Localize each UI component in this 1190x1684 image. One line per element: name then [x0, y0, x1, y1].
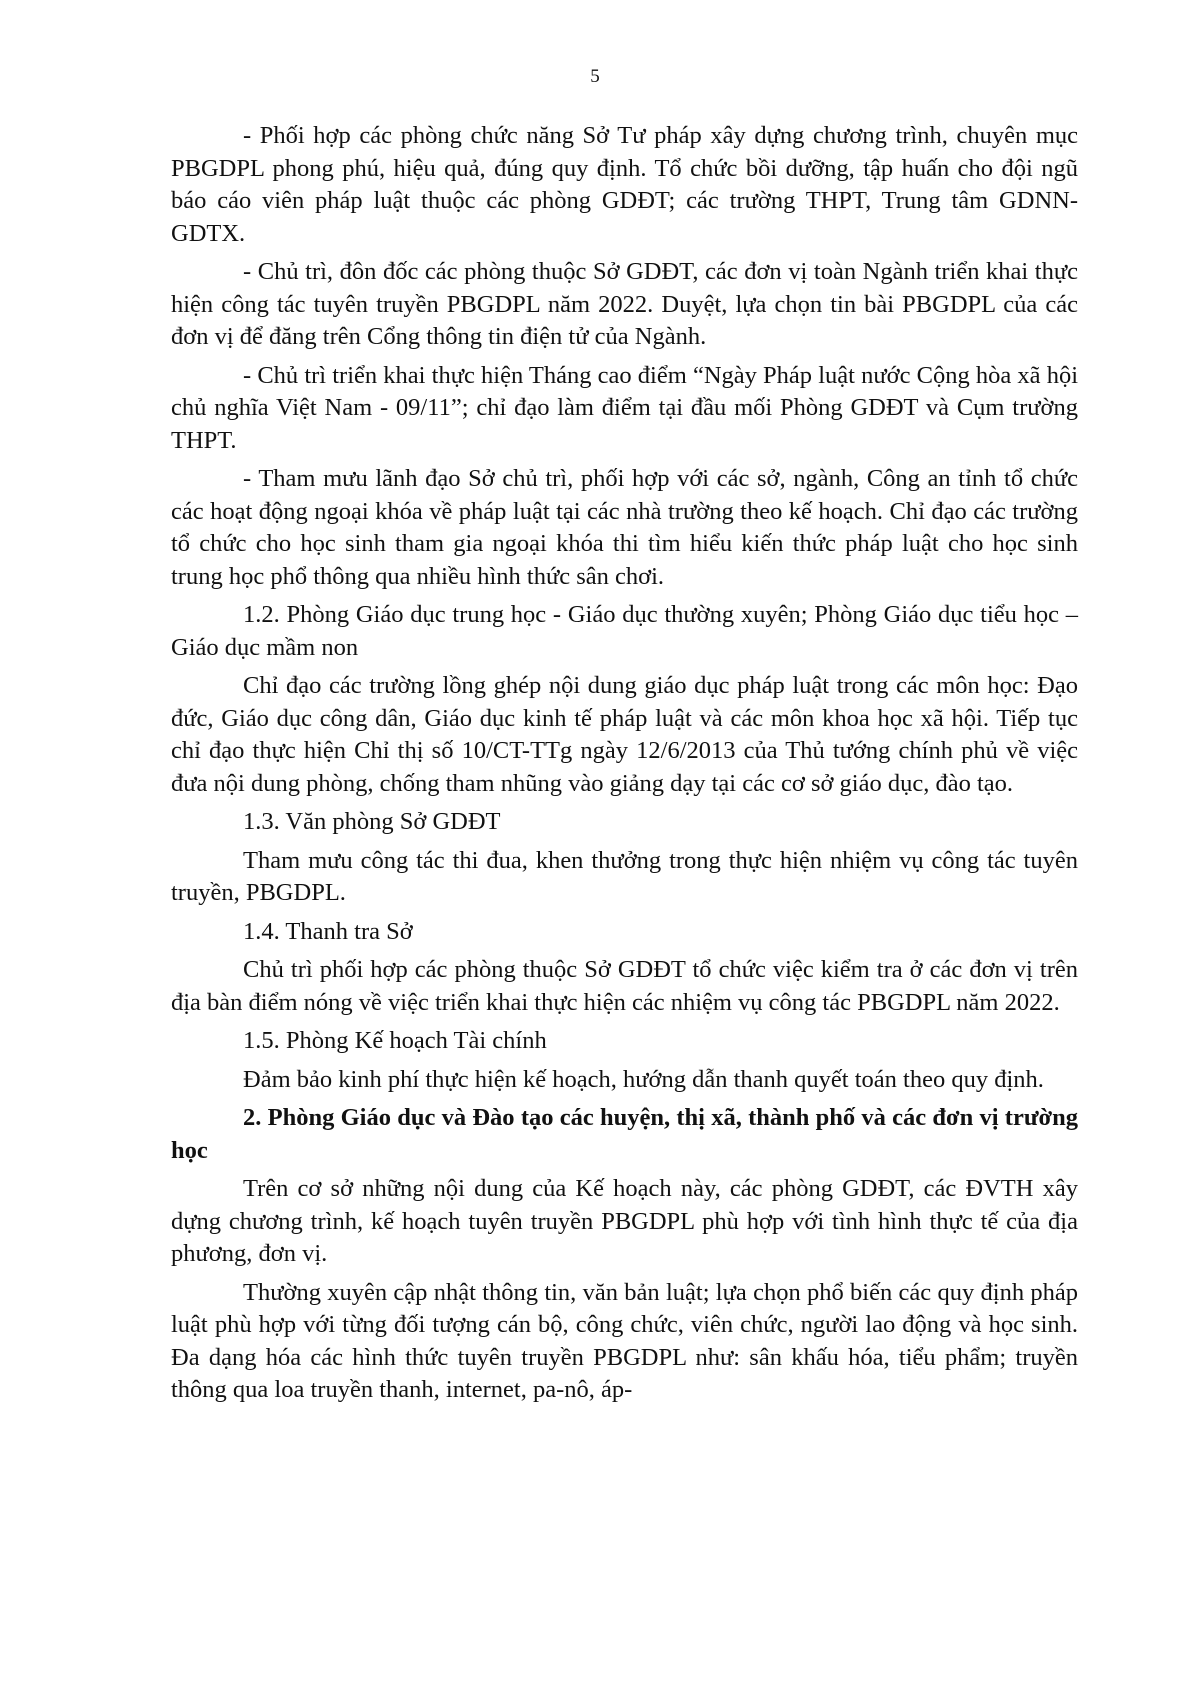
section-heading: 1.5. Phòng Kế hoạch Tài chính	[243, 1027, 547, 1054]
paragraph: Tham mưu công tác thi đua, khen thưởng trong thực hiện nhiệm vụ công tác tuyên truyền, PBGDPL.	[171, 846, 1078, 906]
paragraph: Chỉ đạo các trường lồng ghép nội dung giáo dục pháp luật trong các môn học: Đạo đức, Giáo dục công dân, Giáo dục kinh tế pháp luật và các môn khoa học xã hội. Tiếp tục chỉ đạo thực hiện Chỉ thị số 10/CT-TTg ngày 12/6/2013 của Thủ tướng chính phủ về việc đưa nội dung phòng, chống tham nhũng vào giảng dạy tại các cơ sở giáo dục, đào tạo.	[171, 672, 1078, 797]
paragraph: Thường xuyên cập nhật thông tin, văn bản luật; lựa chọn phổ biến các quy định pháp luật phù hợp với từng đối tượng cán bộ, công chức, viên chức, người lao động và học sinh. Đa dạng hóa các hình thức tuyên truyền PBGDPL như: sân khấu hóa, tiểu phẩm; truyền thông qua loa truyền thanh, internet, pa-nô, áp-	[171, 1278, 1078, 1403]
main-heading: 2. Phòng Giáo dục và Đào tạo các huyện, thị xã, thành phố và các đơn vị trường học	[171, 1104, 1078, 1164]
page-number: 5	[590, 66, 600, 87]
paragraph: - Chủ trì, đôn đốc các phòng thuộc Sở GDĐT, các đơn vị toàn Ngành triển khai thực hiện công tác tuyên truyền PBGDPL năm 2022. Duyệt, lựa chọn tin bài PBGDPL của các đơn vị để đăng trên Cổng thông tin điện tử của Ngành.	[171, 258, 1078, 350]
section-heading: 1.2. Phòng Giáo dục trung học - Giáo dục thường xuyên; Phòng Giáo dục tiểu học – Giáo dục mầm non	[171, 601, 1078, 661]
paragraph: Chủ trì phối hợp các phòng thuộc Sở GDĐT tổ chức việc kiểm tra ở các đơn vị trên địa bàn điểm nóng về việc triển khai thực hiện các nhiệm vụ công tác PBGDPL năm 2022.	[171, 956, 1078, 1016]
paragraph: - Tham mưu lãnh đạo Sở chủ trì, phối hợp với các sở, ngành, Công an tỉnh tổ chức các hoạt động ngoại khóa về pháp luật tại các nhà trường theo kế hoạch. Chỉ đạo các trường tổ chức cho học sinh tham gia ngoại khóa thi tìm hiểu kiến thức pháp luật cho học sinh trung học phổ thông qua nhiều hình thức sân chơi.	[171, 465, 1078, 590]
document-body	[171, 120, 1078, 1413]
section-heading: 1.4. Thanh tra Sở	[243, 917, 413, 945]
paragraph: - Chủ trì triển khai thực hiện Tháng cao điểm “Ngày Pháp luật nước Cộng hòa xã hội chủ nghĩa Việt Nam - 09/11”; chỉ đạo làm điểm tại đầu mối Phòng GDĐT và Cụm trường THPT.	[171, 361, 1078, 454]
paragraph: Trên cơ sở những nội dung của Kế hoạch này, các phòng GDĐT, các ĐVTH xây dựng chương trình, kế hoạch tuyên truyền PBGDPL phù hợp với tình hình thực tế của địa phương, đơn vị.	[171, 1175, 1078, 1267]
paragraph: - Phối hợp các phòng chức năng Sở Tư pháp xây dựng chương trình, chuyên mục PBGDPL phong phú, hiệu quả, đúng quy định. Tổ chức bồi dưỡng, tập huấn cho đội ngũ báo cáo viên pháp luật thuộc các phòng GDĐT; các trường THPT, Trung tâm GDNN-GDTX.	[171, 122, 1078, 247]
section-heading: 1.3. Văn phòng Sở GDĐT	[243, 808, 501, 835]
paragraph: Đảm bảo kinh phí thực hiện kế hoạch, hướng dẫn thanh quyết toán theo quy định.	[243, 1065, 1044, 1093]
